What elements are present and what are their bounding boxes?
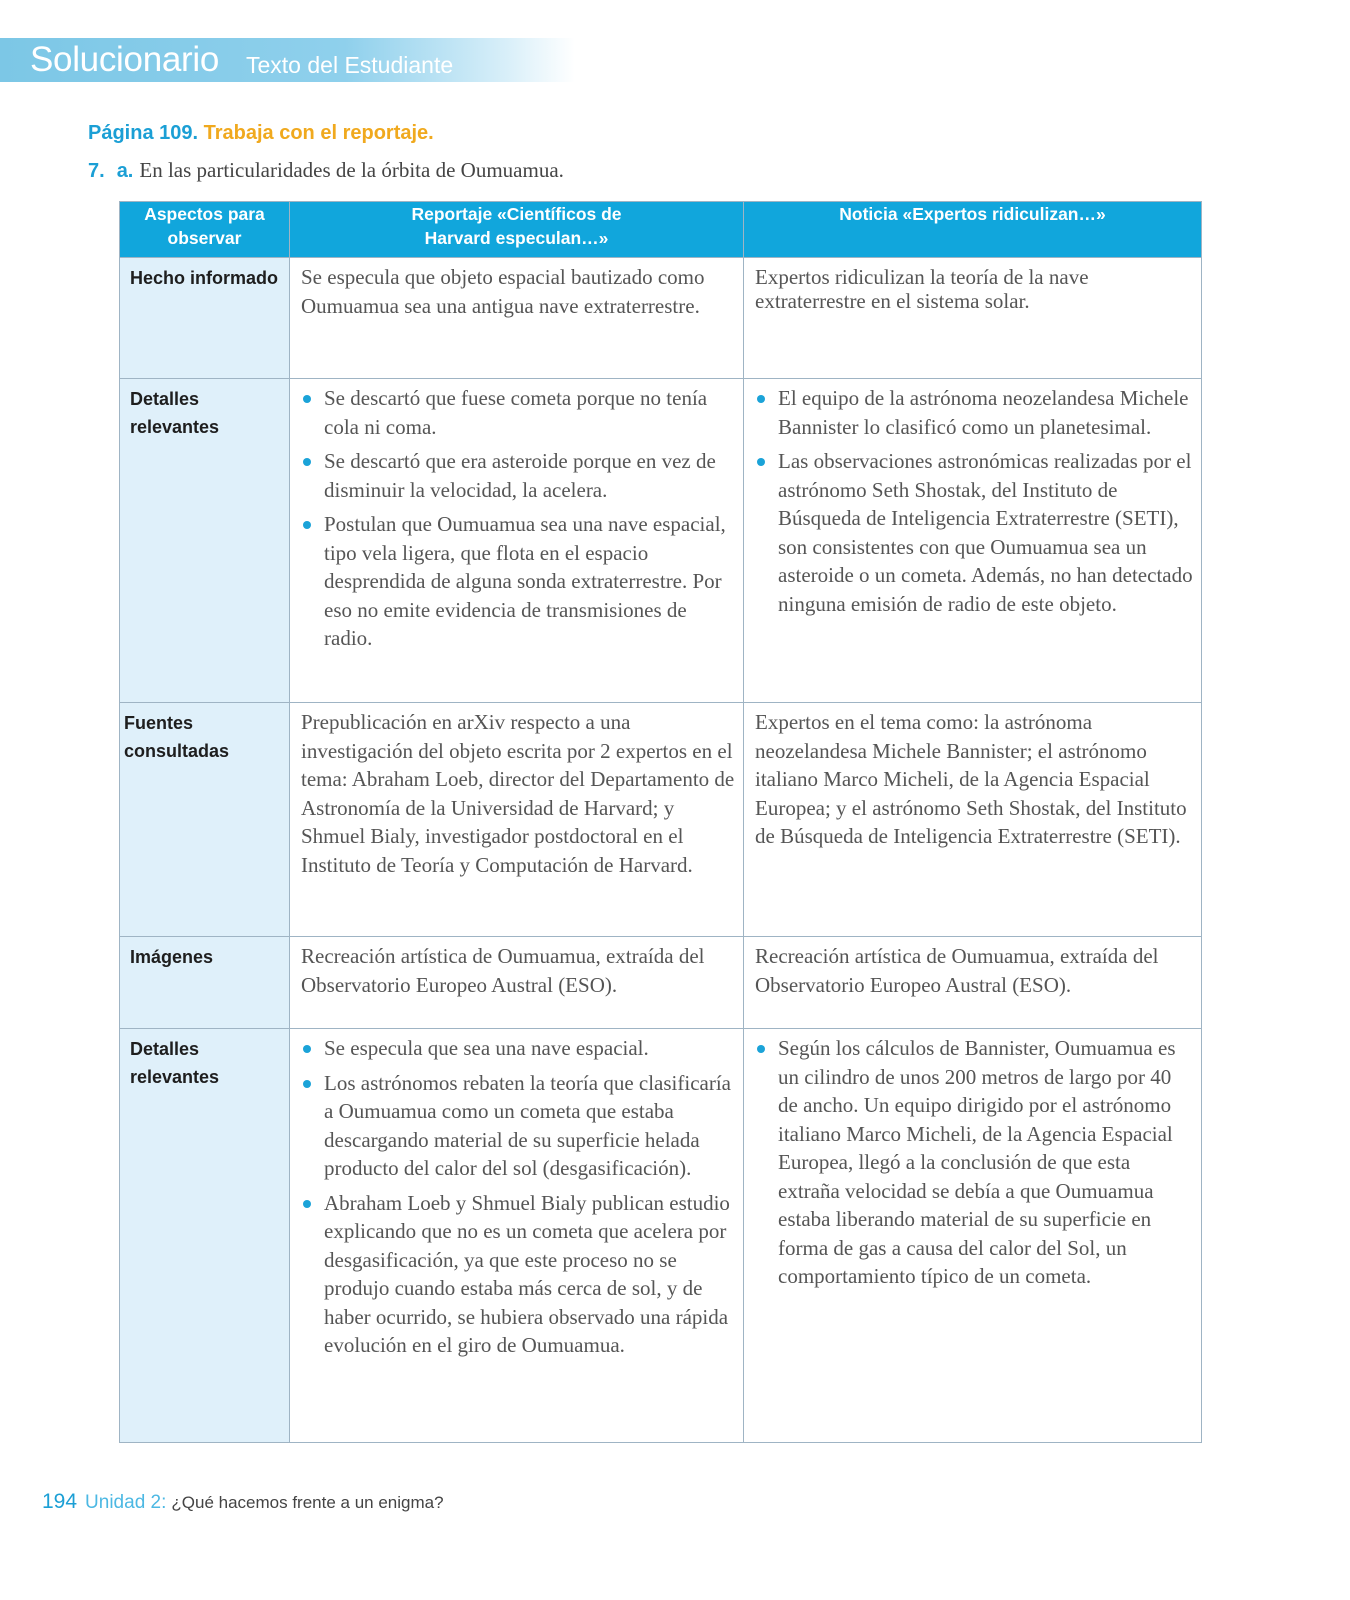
table-row — [120, 703, 1202, 937]
list-item: Se descartó que fuese cometa porque no tenía cola ni coma. — [301, 384, 737, 441]
row-header: Fuentes consultadas — [120, 703, 290, 937]
bullet-list — [744, 379, 1201, 618]
column-header-noticia: Noticia «Expertos ridiculizan…» — [744, 202, 1202, 258]
column-header-aspects: Aspectos para observar — [120, 202, 290, 258]
header-title: Solucionario — [30, 40, 220, 79]
page-heading — [88, 122, 434, 145]
page-number: 194 — [42, 1490, 78, 1513]
page-reference: Página 109. — [88, 122, 199, 144]
table-header-row — [120, 202, 1202, 258]
list-item: Postulan que Oumuamua sea una nave espacial, tipo vela ligera, que flota en el espacio desprendida de alguna sonda extraterrestre. Por eso no emite evidencia de transmisiones de radio. — [301, 510, 737, 653]
list-item: Abraham Loeb y Shmuel Bialy publican estudio explicando que no es un cometa que acelera por desgasificación, ya que este proceso no se produjo cuando estaba más cerca de sol, y de haber ocurrido, se hubiera observado una rápida evolución en el giro de Oumuamua. — [301, 1189, 737, 1360]
list-item: Según los cálculos de Bannister, Oumuamua es un cilindro de unos 200 metros de largo por 40 de ancho. Un equipo dirigido por el astrónomo italiano Marco Micheli, de la Agencia Espacial Europea, llegó a la conclusión de que esta extraña velocidad se debía a que Oumuamua estaba liberando material de su superficie en forma de gas a causa del calor del Sol, un comportamiento típico de un cometa. — [755, 1034, 1195, 1291]
list-item: Se especula que sea una nave espacial. — [301, 1034, 737, 1063]
question-letter: a. — [116, 160, 134, 182]
table-cell: Expertos en el tema como: la astrónoma neozelandesa Michele Bannister; el astrónomo italiano Marco Micheli, de la Agencia Espacial Europea; y el astrónomo Seth Shostak, del Instituto de Búsqueda de Inteligencia Extraterrestre (SETI). — [744, 703, 1202, 937]
table-cell — [744, 379, 1202, 703]
bullet-list — [290, 379, 743, 653]
row-header: Hecho informado — [120, 258, 290, 379]
table-row — [120, 937, 1202, 1029]
header-subtitle: Texto del Estudiante — [246, 52, 454, 78]
table-row — [120, 1029, 1202, 1443]
row-header: Imágenes — [120, 937, 290, 1029]
question-text: En las particularidades de la órbita de Oumuamua. — [139, 158, 564, 182]
table-cell — [290, 1029, 744, 1443]
table-row — [120, 379, 1202, 703]
table-cell: Recreación artística de Oumuamua, extraída del Observatorio Europeo Austral (ESO). — [290, 937, 744, 1029]
table-cell: Recreación artística de Oumuamua, extraída del Observatorio Europeo Austral (ESO). — [744, 937, 1202, 1029]
page-footer — [42, 1490, 444, 1514]
list-item: Los astrónomos rebaten la teoría que clasificaría a Oumuamua como un cometa que estaba descargando material de su superficie helada producto del calor del sol (desgasificación). — [301, 1069, 737, 1183]
row-header: Detalles relevantes — [120, 379, 290, 703]
bullet-list — [744, 1029, 1201, 1291]
column-header-reportaje: Reportaje «Científicos de Harvard especulan…» — [290, 202, 744, 258]
question-number: 7. — [88, 160, 105, 182]
unit-topic: ¿Qué hacemos frente a un enigma? — [171, 1493, 444, 1512]
list-item: El equipo de la astrónoma neozelandesa Michele Bannister lo clasificó como un planetesimal. — [755, 384, 1195, 441]
section-title: Trabaja con el reportaje. — [203, 122, 434, 144]
bullet-list — [290, 1029, 743, 1360]
table-row — [120, 258, 1202, 379]
list-item: Se descartó que era asteroide porque en vez de disminuir la velocidad, la acelera. — [301, 447, 737, 504]
table-cell: Expertos ridiculizan la teoría de la nave extraterrestre en el sistema solar. — [744, 258, 1202, 379]
table-cell — [744, 1029, 1202, 1443]
question-prompt — [88, 158, 564, 183]
comparison-table — [119, 201, 1202, 1443]
table-cell: Prepublicación en arXiv respecto a una investigación del objeto escrita por 2 expertos en el tema: Abraham Loeb, director del Departamento de Astronomía de la Universidad de Harvard; y Shmuel Bialy, investigador postdoctoral en el Instituto de Teoría y Computación de Harvard. — [290, 703, 744, 937]
header-banner — [0, 38, 575, 82]
table-cell — [290, 379, 744, 703]
table-cell: Se especula que objeto espacial bautizado como Oumuamua sea una antigua nave extraterrestre. — [290, 258, 744, 379]
list-item: Las observaciones astronómicas realizadas por el astrónomo Seth Shostak, del Instituto de Búsqueda de Inteligencia Extraterrestre (SETI), son consistentes con que Oumuamua sea un asteroide o un cometa. Además, no han detectado ninguna emisión de radio de este objeto. — [755, 447, 1195, 618]
row-header: Detalles relevantes — [120, 1029, 290, 1443]
unit-label: Unidad 2: — [85, 1492, 167, 1513]
